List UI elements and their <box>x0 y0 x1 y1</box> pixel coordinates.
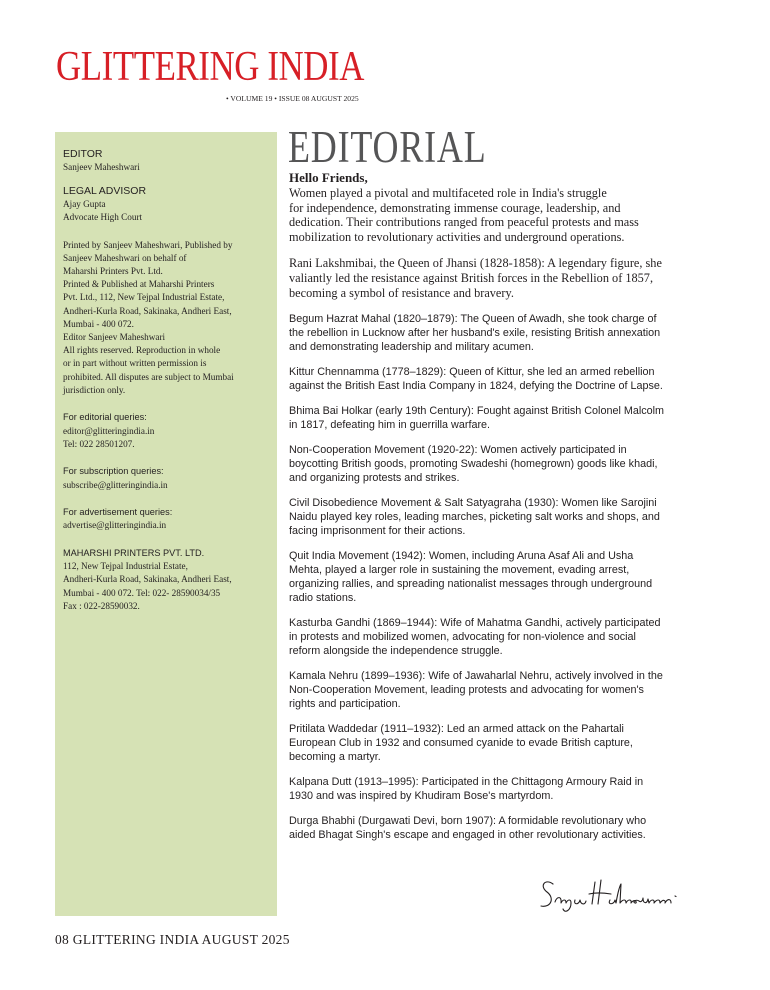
editor-signature <box>535 872 720 917</box>
legal-advisor-name: Ajay Gupta <box>63 199 106 210</box>
paragraph-line: valiantly led the resistance against British forces in the Rebellion of 1857, <box>289 270 654 285</box>
paragraph-line: and organizing protests and strikes. <box>289 472 460 485</box>
intro-line: dedication. Their contributions ranged from peaceful protests and mass <box>289 215 639 230</box>
paragraph-line: the rebellion in Lucknow after her husband's exile, resisting British annexation <box>289 327 661 340</box>
paragraph-line: in 1817, defeating him in guerrilla warfare. <box>289 419 491 432</box>
imprint-line: Mumbai - 400 072. <box>63 318 134 329</box>
imprint-line: Andheri-Kurla Road, Sakinaka, Andheri East, <box>63 305 232 316</box>
printer-name: MAHARSHI PRINTERS PVT. LTD. <box>63 547 205 558</box>
greeting: Hello Friends, <box>289 170 368 185</box>
editor-name: Sanjeev Maheshwari <box>63 162 140 172</box>
paragraph-line: boycotting British goods, promoting Swadeshi (homegrown) goods like khadi, <box>289 458 658 471</box>
hazrat-mahal-paragraph <box>289 312 719 354</box>
paragraph-line: radio stations. <box>289 592 357 605</box>
civil-disobedience-paragraph <box>289 496 719 538</box>
imprint-line: Pvt. Ltd., 112, New Tejpal Industrial Estate, <box>63 292 225 303</box>
imprint-line: Printed by Sanjeev Maheshwari, Published by <box>63 239 233 250</box>
paragraph-line: Kittur Chennamma (1778–1829): Queen of Kittur, she led an armed rebellion <box>289 366 655 379</box>
subscription-queries-label: For subscription queries: <box>63 466 164 477</box>
paragraph-line: facing imprisonment for their actions. <box>289 525 466 538</box>
intro-line: Women played a pivotal and multifaceted role in India's struggle <box>289 186 607 200</box>
paragraph-line: aided Bhagat Singh's escape and engaged in other revolutionary activities. <box>289 829 646 842</box>
pritilata-paragraph <box>289 722 719 764</box>
imprint-line: Editor Sanjeev Maheshwari <box>63 332 166 343</box>
quit-india-paragraph <box>289 549 719 605</box>
paragraph-line: European Club in 1932 and consumed cyanide to evade British capture, <box>289 737 633 750</box>
masthead-logo <box>56 44 376 90</box>
editorial-title: EDITORIAL <box>288 124 487 170</box>
paragraph-line: Quit India Movement (1942): Women, including Aruna Asaf Ali and Usha <box>289 550 634 563</box>
editorial-phone: Tel: 022 28501207. <box>63 438 135 449</box>
kalpana-dutt-paragraph <box>289 775 719 803</box>
printer-address-line: Mumbai - 400 072. Tel: 022- 28590034/35 <box>63 587 221 598</box>
paragraph-line: against the British East India Company in 1824, defying the Doctrine of Lapse. <box>289 380 663 393</box>
editorial-heading <box>288 124 508 170</box>
intro-line: for independence, demonstrating immense courage, leadership, and <box>289 200 621 215</box>
paragraph-line: Durga Bhabhi (Durgawati Devi, born 1907): A formidable revolutionary who <box>289 815 647 828</box>
imprint-block <box>63 239 269 397</box>
imprint-line: Maharshi Printers Pvt. Ltd. <box>63 266 163 277</box>
editor-label: EDITOR <box>63 148 103 160</box>
advertisement-email-link[interactable]: advertise@glitteringindia.in <box>63 520 167 531</box>
legal-advisor-title: Advocate High Court <box>63 212 143 223</box>
page-footer: 08 GLITTERING INDIA AUGUST 2025 <box>55 932 290 947</box>
imprint-line: jurisdiction only. <box>63 384 126 395</box>
sidebar-credits <box>55 132 277 916</box>
intro-paragraph <box>289 186 719 244</box>
paragraph-line: and demonstrating leadership and military acumen. <box>289 341 534 354</box>
kamala-nehru-paragraph <box>289 669 719 711</box>
printer-address-line: 112, New Tejpal Industrial Estate, <box>63 561 188 572</box>
editorial-queries-label: For editorial queries: <box>63 412 147 423</box>
paragraph-line: organizing rallies, and spreading nationalist messages through underground <box>289 578 653 591</box>
imprint-line: or in part without written permission is <box>63 358 207 369</box>
paragraph-line: 1930 and was inspired by Khudiram Bose's martyrdom. <box>289 790 554 803</box>
paragraph-line: Begum Hazrat Mahal (1820–1879): The Queen of Awadh, she took charge of <box>289 313 657 326</box>
printer-address-line: Andheri-Kurla Road, Sakinaka, Andheri East, <box>63 574 232 585</box>
paragraph-line: Kamala Nehru (1899–1936): Wife of Jawaharlal Nehru, actively involved in the <box>289 670 663 683</box>
masthead-title: GLITTERING INDIA <box>56 44 364 90</box>
paragraph-line: reform alongside the independence struggle. <box>289 645 503 658</box>
imprint-line: Sanjeev Maheshwari on behalf of <box>63 252 187 263</box>
imprint-line: All rights reserved. Reproduction in whole <box>63 345 221 356</box>
editorial-email-link[interactable]: editor@glitteringindia.in <box>63 425 155 436</box>
intro-line: mobilization to revolutionary activities and underground operations. <box>289 229 625 244</box>
paragraph-line: Mehta, played a larger role in sustaining the movement, evading arrest, <box>289 564 630 577</box>
non-cooperation-paragraph <box>289 443 719 485</box>
paragraph-line: Kasturba Gandhi (1869–1944): Wife of Mahatma Gandhi, actively participated <box>289 617 661 630</box>
editorial-body <box>289 170 719 853</box>
paragraph-line: Non-Cooperation Movement (1920-22): Women actively participated in <box>289 444 627 457</box>
paragraph-line: Civil Disobedience Movement & Salt Satyagraha (1930): Women like Sarojini <box>289 497 657 510</box>
legal-advisor-label: LEGAL ADVISOR <box>63 185 147 198</box>
printer-address-line: Fax : 022-28590032. <box>63 600 140 611</box>
advertisement-queries-label: For advertisement queries: <box>63 506 173 517</box>
paragraph-line: becoming a symbol of resistance and bravery. <box>289 285 514 300</box>
subscription-email-link[interactable]: subscribe@glitteringindia.in <box>63 479 168 490</box>
paragraph-line: Bhima Bai Holkar (early 19th Century): Fought against British Colonel Malcolm <box>289 405 665 418</box>
imprint-line: Printed & Published at Maharshi Printers <box>63 279 215 290</box>
paragraph-line: Non-Cooperation Movement, leading protests and advocating for women's <box>289 684 644 697</box>
paragraph-line: becoming a martyr. <box>289 751 381 764</box>
paragraph-line: in protests and mobilized women, advocating for non-violence and social <box>289 631 636 644</box>
bhima-bai-paragraph <box>289 404 719 432</box>
paragraph-line: Rani Lakshmibai, the Queen of Jhansi (1828-1858): A legendary figure, she <box>289 256 662 271</box>
paragraph-line: Naidu played key roles, leading marches, picketing salt works and shops, and <box>289 511 660 524</box>
lakshmibai-paragraph <box>289 256 719 300</box>
imprint-line: prohibited. All disputes are subject to Mumbai <box>63 371 234 382</box>
kasturba-gandhi-paragraph <box>289 616 719 658</box>
kittur-chennamma-paragraph <box>289 365 719 393</box>
issue-line: • VOLUME 19 • ISSUE 08 AUGUST 2025 <box>226 94 359 103</box>
paragraph-line: Kalpana Dutt (1913–1995): Participated in the Chittagong Armoury Raid in <box>289 776 644 789</box>
paragraph-line: rights and participation. <box>289 698 401 711</box>
durga-bhabhi-paragraph <box>289 814 719 842</box>
paragraph-line: Pritilata Waddedar (1911–1932): Led an armed attack on the Pahartali <box>289 723 624 736</box>
